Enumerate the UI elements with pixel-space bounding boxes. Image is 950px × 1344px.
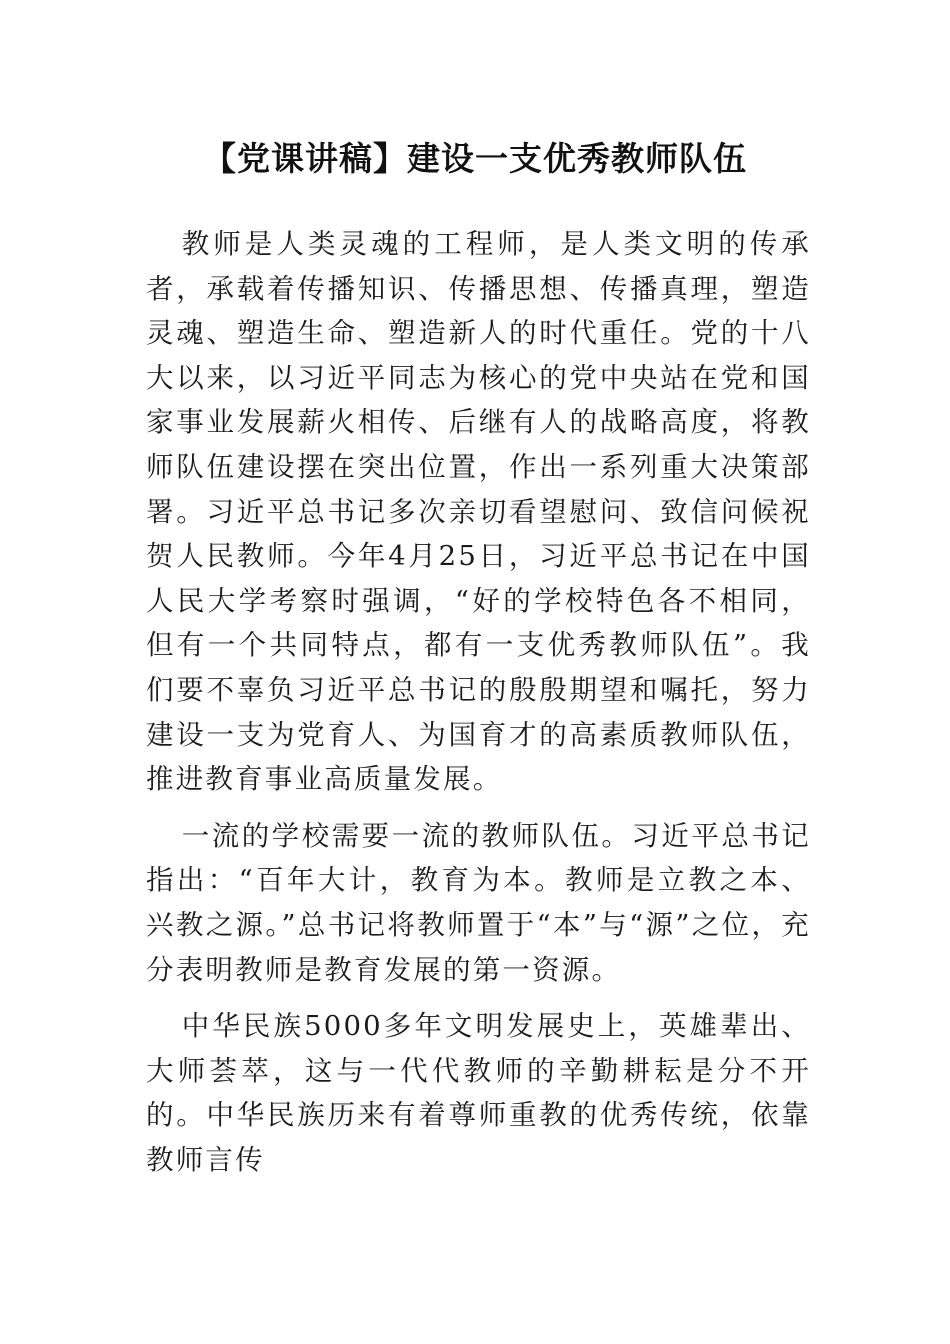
document-body: [146, 222, 811, 1194]
paragraph-3: 中华民族5000多年文明发展史上，英雄辈出、大师荟萃，这与一代代教师的辛勤耕耘是分不开的。中华民族历来有着尊师重教的优秀传统，依靠教师言传: [146, 1010, 811, 1176]
paragraph-2: 一流的学校需要一流的教师队伍。习近平总书记指出：“百年大计，教育为本。教师是立教之本、兴教之源。”总书记将教师置于“本”与“源”之位，充分表明教师是教育发展的第一资源。: [146, 819, 811, 986]
paragraph-1: 教师是人类灵魂的工程师，是人类文明的传承者，承载着传播知识、传播思想、传播真理，塑造灵魂、塑造生命、塑造新人的时代重任。党的十八大以来，以习近平同志为核心的党中央站在党和国家事业发展薪火相传、后继有人的战略高度，将教师队伍建设摆在突出位置，作出一系列重大决策部署。习近平总书记多次亲切看望慰问、致信问候祝贺人民教师。今年4月25日，习近平总书记在中国人民大学考察时强调，“好的学校特色各不相同，但有一个共同特点，都有一支优秀教师队伍”。我们要不辜负习近平总书记的殷殷期望和嘱托，努力建设一支为党育人、为国育才的高素质教师队伍，推进教育事业高质量发展。: [146, 228, 811, 796]
document-title: 【党课讲稿】建设一支优秀教师队伍: [203, 139, 747, 178]
